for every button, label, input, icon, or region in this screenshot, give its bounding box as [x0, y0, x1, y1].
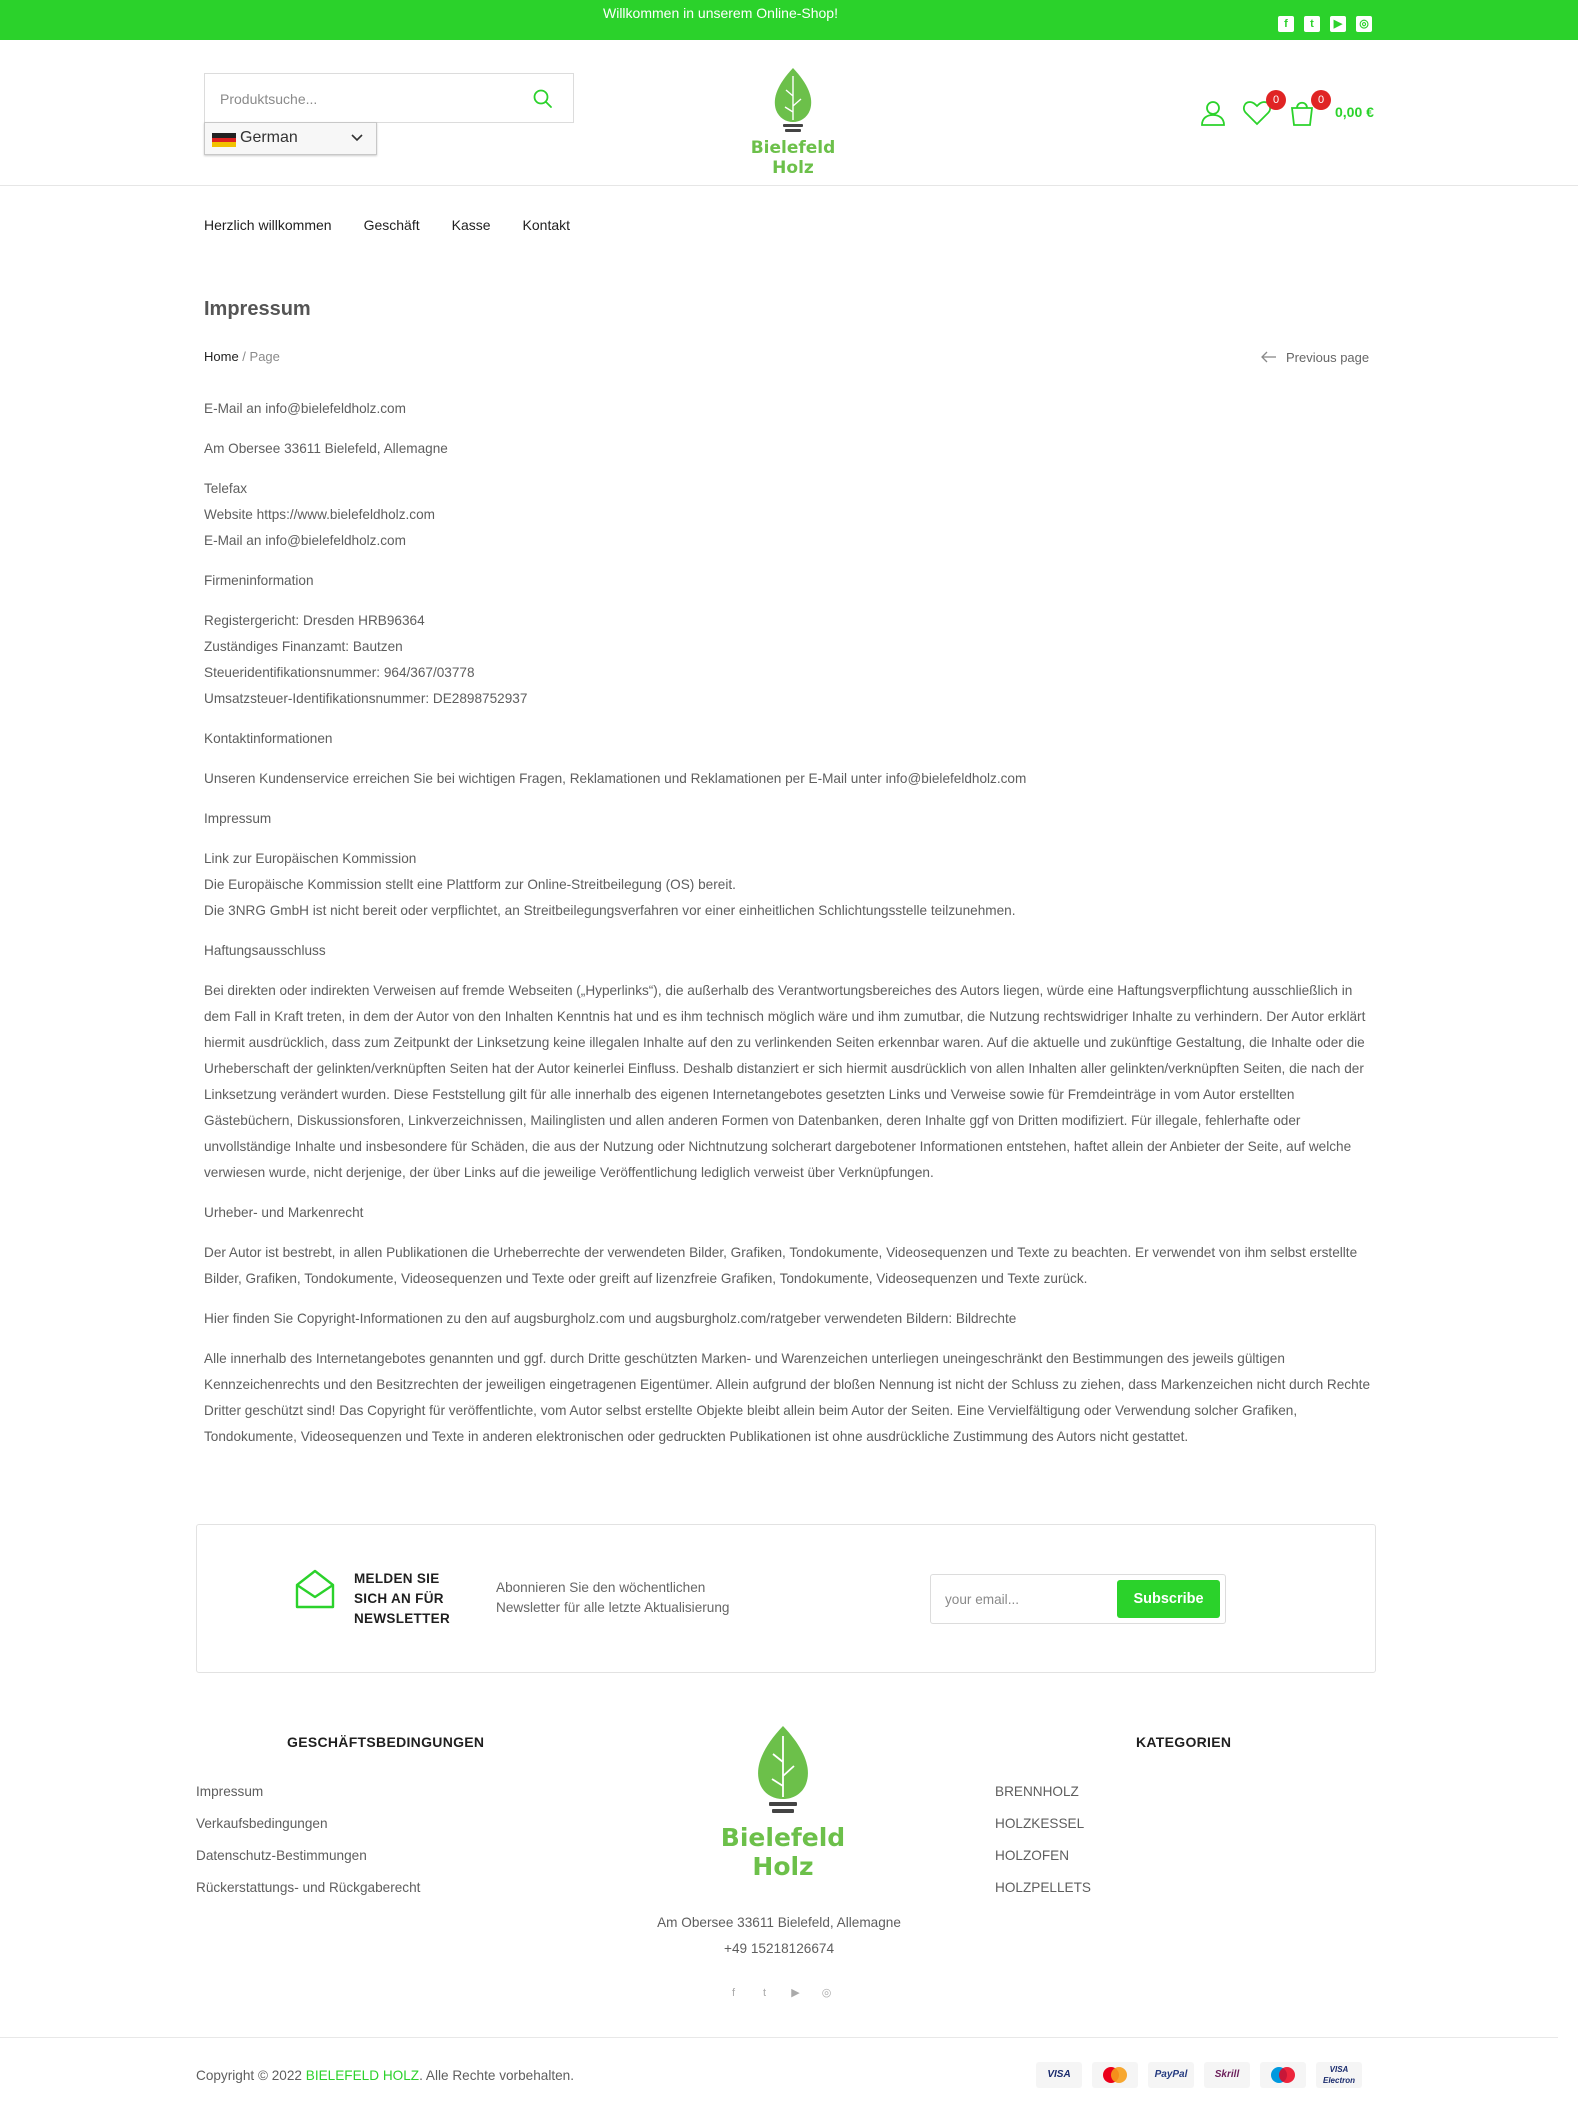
- maestro-icon: [1260, 2062, 1306, 2088]
- content-paragraph: E-Mail an info@bielefeldholz.com: [204, 401, 406, 416]
- subscribe-button[interactable]: Subscribe: [1117, 1580, 1220, 1618]
- footer-terms-list: [196, 1776, 420, 1904]
- previous-page-label: Previous page: [1286, 350, 1370, 365]
- content-paragraph: Hier finden Sie Copyright-Informationen zu den auf augsburgholz.com und augsburgholz.com/ratgeber verwendeten Bildern: Bildrechte: [204, 1311, 1017, 1326]
- nav-item-shop[interactable]: Geschäft: [363, 217, 420, 233]
- content-paragraph: Am Obersee 33611 Bielefeld, Allemagne: [204, 441, 448, 456]
- visa-icon: VISA: [1036, 2062, 1082, 2088]
- footer-social-links: [727, 1987, 833, 2000]
- facebook-icon[interactable]: f: [731, 1987, 736, 1999]
- arrow-left-icon: [1260, 350, 1278, 364]
- newsletter-section: [196, 1524, 1376, 1673]
- footer-logo-text: Bielefeld Holz: [720, 1823, 846, 1881]
- user-account-icon[interactable]: [1198, 98, 1228, 128]
- language-select[interactable]: [204, 122, 377, 155]
- leaf-bulb-icon: [728, 66, 858, 136]
- footer-category-holzkessel[interactable]: HOLZKESSEL: [995, 1816, 1085, 1831]
- content-paragraph: Registergericht: Dresden HRB96364 Zuständiges Finanzamt: Bautzen Steueridentifikationsnummer: 964/367/03778 Umsatzsteuer-Identifikationsnummer: DE2898752937: [204, 613, 528, 706]
- wishlist-count-badge: 0: [1266, 90, 1286, 110]
- footer-link-privacy[interactable]: Datenschutz-Bestimmungen: [196, 1848, 367, 1863]
- nav-item-checkout[interactable]: Kasse: [451, 217, 491, 233]
- content-paragraph: Telefax Website https://www.bielefeldholz.com E-Mail an info@bielefeldholz.com: [204, 481, 435, 548]
- content-heading: Urheber- und Markenrecht: [204, 1205, 364, 1220]
- content-paragraph: Link zur Europäischen Kommission Die Europäische Kommission stellt eine Plattform zur Online-Streitbeilegung (OS) bereit. Die 3NRG GmbH ist nicht bereit oder verpflichtet, an Streitbeilegungsverfahren vor einer einheitlichen Schlichtungsstelle teilzunehmen.: [204, 851, 1016, 918]
- envelope-icon: [293, 1567, 337, 1611]
- footer-phone[interactable]: +49 15218126674: [724, 1941, 834, 1956]
- content-paragraph: Bei direkten oder indirekten Verweisen auf fremde Webseiten („Hyperlinks“), die außerhalb des Verantwortungsbereiches des Autors liegen, würde eine Haftungsverpflichtung ausschließlich in dem Fall in Kraft treten, in dem der Autor von den Inhalten Kenntnis hat und es ihm technisch möglich wäre und ihm zumutbar, die Nutzung rechtswidriger Inhalte zu verhindern. Der Autor erklärt hiermit ausdrücklich, dass zum Zeitpunkt der Linksetzung keine illegalen Inhalte auf den zu verlinkenden Seiten erkennbar waren. Auf die aktuelle und zukünftige Gestaltung, die Inhalte oder die Urheberschaft der gelinkten/verknüpften Seiten hat der Autor keinerlei Einfluss. Deshalb distanziert er sich hiermit ausdrücklich von allen Inhalten aller gelinkten/verknüpften Seiten, die nach der Linksetzung verändert wurden. Diese Feststellung gilt für alle innerhalb des eigenen Internetangebotes gesetzten Links und Verweise sowie für Fremdeinträge in vom Autor erstellten Gästebüchern, Diskussionsforen, Linkverzeichnissen, Mailinglisten und allen anderen Formen von Datenbanken, deren Inhalte ggf von Dritten modifiziert. Für illegale, fehlerhafte oder unvollständige Inhalte und insbesondere für Schäden, die aus der Nutzung oder Nichtnutzung solcherart dargebotener Informationen entstehen, haftet allein der Anbieter der Seite, auf welche verwiesen wurde, nicht derjenige, der über Links auf die jeweilige Veröffentlichung lediglich verweist über Verknüpfungen.: [204, 983, 1366, 1180]
- welcome-message: Willkommen in unserem Online-Shop!: [603, 5, 838, 21]
- cart-total[interactable]: 0,00 €: [1335, 104, 1374, 120]
- footer-link-refund[interactable]: Rückerstattungs- und Rückgaberecht: [196, 1880, 421, 1895]
- mastercard-icon: [1092, 2062, 1138, 2088]
- search-input[interactable]: [220, 89, 520, 109]
- twitter-icon[interactable]: t: [762, 1987, 767, 1999]
- youtube-icon[interactable]: ▶: [1330, 16, 1346, 32]
- footer-categories-heading: KATEGORIEN: [1136, 1734, 1232, 1750]
- copyright-suffix: . Alle Rechte vorbehalten.: [419, 2068, 575, 2083]
- instagram-icon[interactable]: ◎: [821, 1987, 832, 1999]
- payment-methods: [1036, 2062, 1362, 2088]
- youtube-icon[interactable]: ▶: [791, 1987, 800, 1999]
- copyright-prefix: Copyright © 2022: [196, 2068, 306, 2083]
- twitter-icon[interactable]: t: [1304, 16, 1320, 32]
- content-heading: Firmeninformation: [204, 573, 314, 588]
- footer-address-line: Am Obersee 33611 Bielefeld, Allemagne: [657, 1915, 901, 1930]
- search-box: [204, 73, 574, 123]
- language-label: German: [240, 129, 298, 146]
- content-heading: Kontaktinformationen: [204, 731, 333, 746]
- footer-category-holzofen[interactable]: HOLZOFEN: [995, 1848, 1070, 1863]
- impressum-content: [204, 396, 1376, 1464]
- site-header: [0, 40, 1578, 186]
- breadcrumb: [204, 349, 280, 364]
- content-paragraph: Der Autor ist bestrebt, in allen Publikationen die Urheberrechte der verwendeten Bilder, Grafiken, Tondokumente, Videosequenzen und Texte zu beachten. Er verwendet von ihm selbst erstellte Bilder, Grafiken, Tondokumente, Videosequenzen und Texte oder greift auf lizenzfreie Grafiken, Tondokumente, Videosequenzen und Texte zurück.: [204, 1245, 1358, 1286]
- page-title: Impressum: [204, 298, 311, 320]
- german-flag-icon: [212, 133, 236, 147]
- newsletter-description: Abonnieren Sie den wöchentlichen Newsletter für alle letzte Aktualisierung: [496, 1580, 730, 1615]
- logo-text: Bielefeld Holz: [750, 138, 836, 178]
- breadcrumb-current: Page: [249, 349, 280, 364]
- footer-category-holzpellets[interactable]: HOLZPELLETS: [995, 1880, 1091, 1895]
- content-paragraph: Alle innerhalb des Internetangebotes genannten und ggf. durch Dritte geschützten Marken- und Warenzeichen unterliegen uneingeschränkt den Bestimmungen des jeweils gültigen Kennzeichenrechts und den Besitzrechten der jeweiligen eingetragenen Eigentümer. Allein aufgrund der bloßen Nennung ist nicht der Schluss zu ziehen, dass Markenzeichen nicht durch Rechte Dritter geschützt sind! Das Copyright für veröffentlichte, vom Autor selbst erstellte Objekte bleibt allein beim Autor der Seiten. Eine Vervielfältigung oder Verwendung solcher Grafiken, Tondokumente, Videosequenzen und Texte in anderen elektronischen oder gedruckten Publikationen ist ohne ausdrückliche Zustimmung des Autors nicht gestattet.: [204, 1351, 1371, 1444]
- footer-terms-heading: GESCHÄFTSBEDINGUNGEN: [287, 1734, 485, 1750]
- main-navigation: [204, 217, 570, 233]
- facebook-icon[interactable]: f: [1278, 16, 1294, 32]
- nav-item-contact[interactable]: Kontakt: [522, 217, 571, 233]
- visa-electron-icon: VISA Electron: [1316, 2062, 1362, 2088]
- footer-categories-list: [995, 1776, 1091, 1904]
- copyright: [196, 2068, 574, 2083]
- breadcrumb-home-link[interactable]: Home: [204, 349, 239, 364]
- breadcrumb-separator: /: [238, 349, 250, 364]
- newsletter-title: MELDEN SIE SICH AN FÜR NEWSLETTER: [354, 1571, 450, 1626]
- search-icon[interactable]: [531, 87, 555, 111]
- chevron-down-icon: [350, 131, 364, 145]
- skrill-icon: Skrill: [1204, 2062, 1250, 2088]
- content-heading: Haftungsausschluss: [204, 943, 326, 958]
- footer-category-brennholz[interactable]: BRENNHOLZ: [995, 1784, 1079, 1799]
- content-heading: Impressum: [204, 811, 272, 826]
- top-bar: [0, 0, 1578, 40]
- newsletter-form: [930, 1574, 1226, 1624]
- nav-item-home[interactable]: Herzlich willkommen: [204, 217, 332, 233]
- top-social-links: [1278, 16, 1372, 32]
- copyright-brand-link[interactable]: BIELEFELD HOLZ: [305, 2068, 420, 2083]
- footer-logo[interactable]: [688, 1724, 878, 1881]
- site-logo[interactable]: [728, 66, 858, 178]
- content-paragraph: Unseren Kundenservice erreichen Sie bei wichtigen Fragen, Reklamationen und Reklamationen per E-Mail unter info@bielefeldholz.com: [204, 771, 1027, 786]
- footer-link-terms-of-sale[interactable]: Verkaufsbedingungen: [196, 1816, 328, 1831]
- footer-address: [0, 1910, 1558, 1962]
- newsletter-email-input[interactable]: [945, 1589, 1115, 1609]
- instagram-icon[interactable]: ◎: [1356, 16, 1372, 32]
- footer-divider: [0, 2037, 1558, 2038]
- cart-count-badge: 0: [1311, 90, 1331, 110]
- footer-link-impressum[interactable]: Impressum: [196, 1784, 264, 1799]
- paypal-icon: PayPal: [1148, 2062, 1194, 2088]
- leaf-bulb-icon: [688, 1724, 878, 1820]
